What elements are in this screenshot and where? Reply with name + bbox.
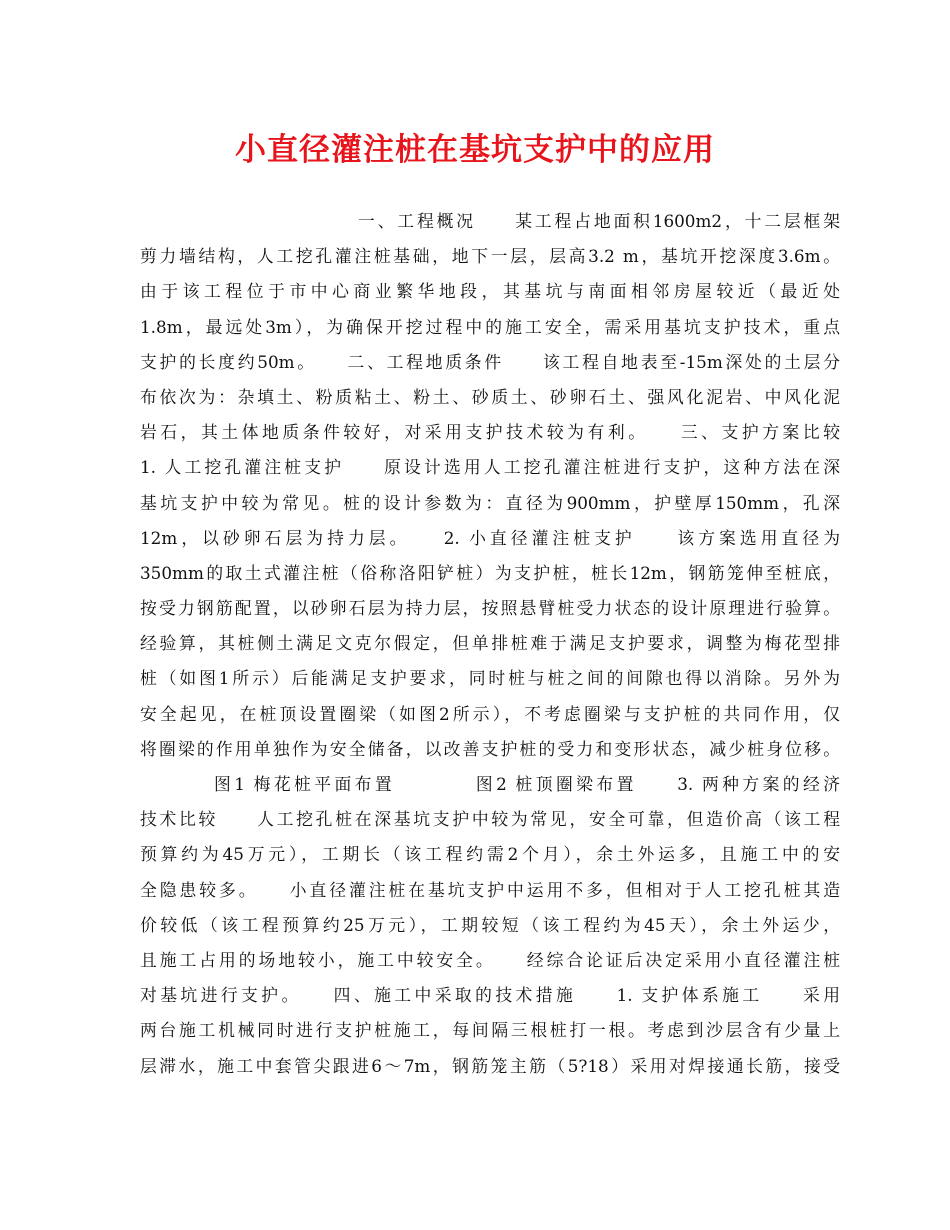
- document-body: [140, 204, 840, 1084]
- body-line: 价较低（该工程预算约25万元），工期较短（该工程约为45天），余土外运少，: [140, 914, 840, 935]
- body-line: 技术比较 人工挖孔桩在深基坑支护中较为常见，安全可靠，但造价高（该工程: [140, 809, 840, 830]
- body-line: 全隐患较多。 小直径灌注桩在基坑支护中运用不多，但相对于人工挖孔桩其造: [140, 879, 840, 900]
- body-line: 按受力钢筋配置，以砂卵石层为持力层，按照悬臂桩受力状态的设计原理进行验算。: [140, 598, 840, 619]
- body-line: 且施工占用的场地较小，施工中较安全。 经综合论证后决定采用小直径灌注桩: [140, 949, 840, 970]
- body-line: 图1 梅花桩平面布置 图2 桩顶圈梁布置 3. 两种方案的经济: [214, 774, 840, 794]
- body-line: 350mm的取土式灌注桩（俗称洛阳铲桩）为支护桩，桩长12m，钢筋笼伸至桩底，: [140, 562, 840, 583]
- body-line: 岩石，其土体地质条件较好，对采用支护技术较为有利。 三、支护方案比较: [140, 422, 840, 443]
- body-line: 一、工程概况 某工程占地面积1600m2，十二层框架: [358, 211, 840, 231]
- body-line: 基坑支护中较为常见。桩的设计参数为：直径为900mm，护壁厚150mm，孔深: [140, 492, 840, 513]
- body-line: 预算约为45万元），工期长（该工程约需2个月），余土外运多，且施工中的安: [140, 844, 840, 865]
- body-line: 1.8m，最远处3m），为确保开挖过程中的施工安全，需采用基坑支护技术，重点: [140, 316, 840, 337]
- body-line: 安全起见，在桩顶设置圈梁（如图2所示），不考虑圈梁与支护桩的共同作用，仅: [140, 703, 840, 724]
- body-line: 支护的长度约50m。 二、工程地质条件 该工程自地表至-15m深处的土层分: [140, 351, 840, 372]
- body-line: 层滞水，施工中套管尖跟进6～7m，钢筋笼主筋（5?18）采用对焊接通长筋，接受: [140, 1055, 840, 1076]
- body-line: 将圈梁的作用单独作为安全储备，以改善支护桩的受力和变形状态，减少桩身位移。: [140, 738, 840, 759]
- body-line: 12m，以砂卵石层为持力层。 2. 小直径灌注桩支护 该方案选用直径为: [140, 527, 840, 548]
- body-line: 布依次为：杂填土、粉质粘土、粉土、砂质土、砂卵石土、强风化泥岩、中风化泥: [140, 386, 840, 407]
- body-line: 经验算，其桩侧土满足文克尔假定，但单排桩难于满足支护要求，调整为梅花型排: [140, 633, 840, 654]
- body-line: 剪力墙结构，人工挖孔灌注桩基础，地下一层，层高3.2 m，基坑开挖深度3.6m。: [140, 246, 840, 267]
- document-title: 小直径灌注桩在基坑支护中的应用: [235, 132, 715, 168]
- body-line: 由于该工程位于市中心商业繁华地段，其基坑与南面相邻房屋较近（最近处: [140, 281, 840, 302]
- body-line: 两台施工机械同时进行支护桩施工，每间隔三根桩打一根。考虑到沙层含有少量上: [140, 1020, 840, 1041]
- body-line: 桩（如图1所示）后能满足支护要求，同时桩与桩之间的间隙也得以消除。另外为: [140, 668, 840, 689]
- body-line: 1. 人工挖孔灌注桩支护 原设计选用人工挖孔灌注桩进行支护，这种方法在深: [140, 457, 840, 478]
- body-line: 对基坑进行支护。 四、施工中采取的技术措施 1. 支护体系施工 采用: [140, 985, 840, 1006]
